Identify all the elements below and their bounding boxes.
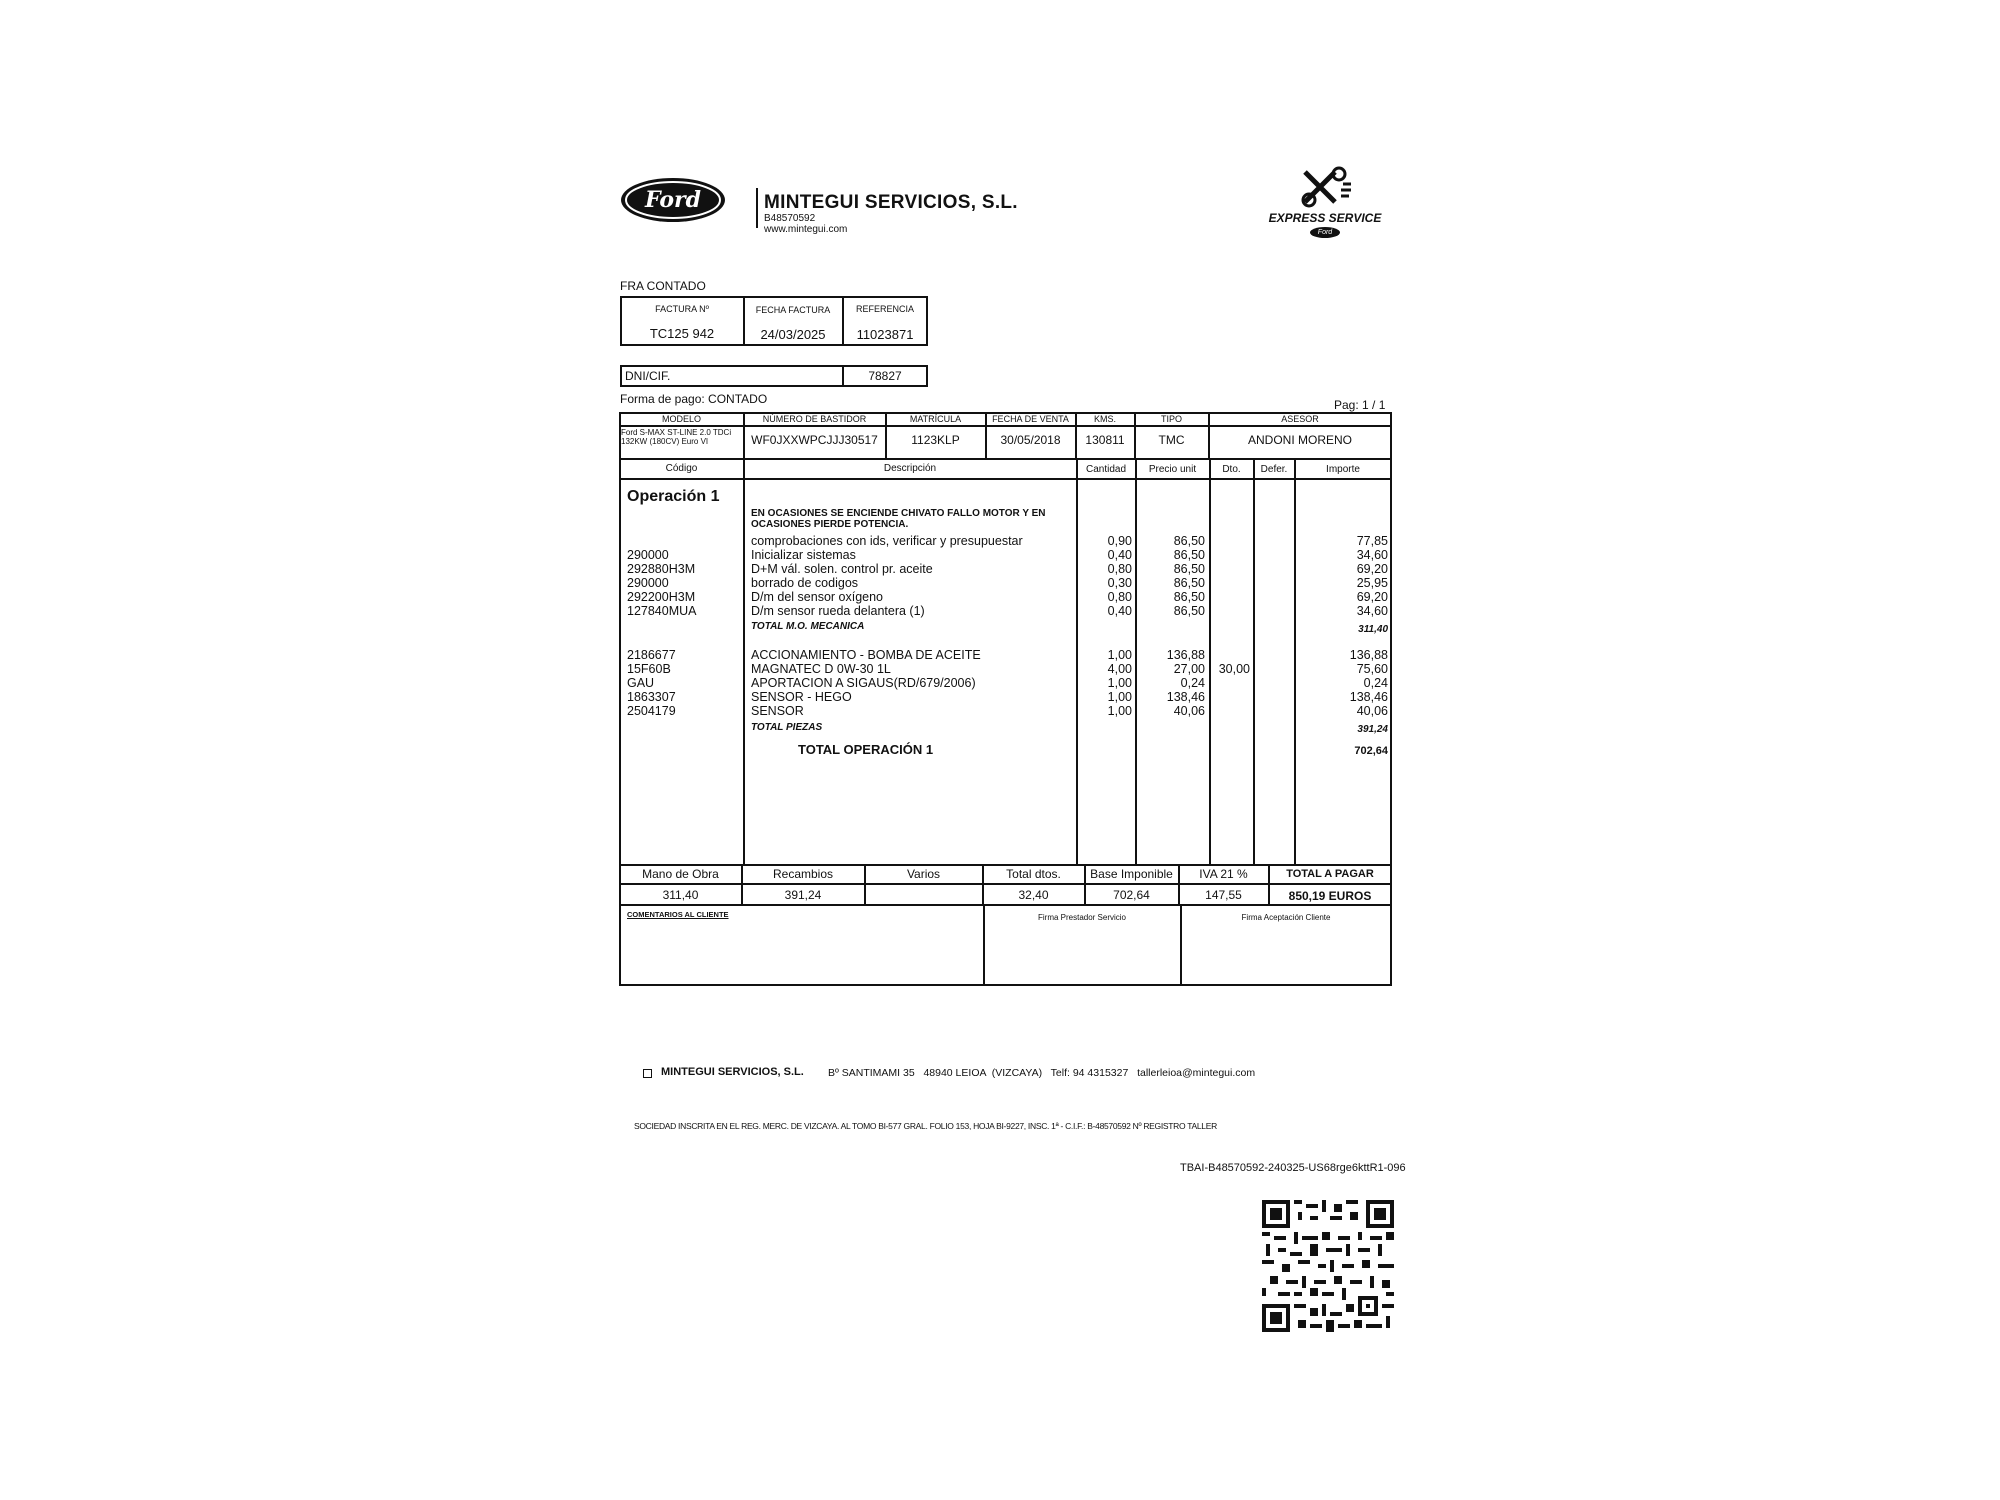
parts-value: 391,24 xyxy=(784,888,822,902)
invoice-reference: 11023871 xyxy=(856,327,914,342)
operation-total: 702,64 xyxy=(1354,745,1388,757)
parts-total: 391,24 xyxy=(1357,724,1388,735)
wrench-icon xyxy=(1295,166,1355,208)
parts-codes: 2186677 15F60B GAU 1863307 2504179 xyxy=(627,648,676,718)
provider-signature-label: Firma Prestador Servicio xyxy=(1037,913,1127,922)
parts-descriptions: ACCIONAMIENTO - BOMBA DE ACEITE MAGNATEC D 0W-30 1L APORTACION A SIGAUS(RD/679/2006) SENSOR - HEGO SENSOR xyxy=(751,648,981,718)
kms-header: KMS. xyxy=(1093,414,1116,424)
footer-address: Bº SANTIMAMI 35 48940 LEIOA (VIZCAYA) Telf: 94 4315327 tallerleioa@mintegui.com xyxy=(828,1067,1256,1079)
invoice-reference-label: REFERENCIA xyxy=(855,304,914,314)
invoice-number: TC125 942 xyxy=(649,326,715,341)
discount-header: Dto. xyxy=(1222,464,1241,475)
tax-base-header: Base Imponible xyxy=(1090,867,1173,881)
total-discounts-value: 32,40 xyxy=(1018,888,1049,902)
company-name: MINTEGUI SERVICIOS, S.L. xyxy=(764,192,1018,213)
express-service-logo xyxy=(1258,166,1392,238)
parts-quantities: 1,00 4,00 1,00 1,00 1,00 xyxy=(1107,648,1132,718)
operation-total-label: TOTAL OPERACIÓN 1 xyxy=(798,742,934,757)
labor-codes: 290000 292880H3M 290000 292200H3M 127840MUA xyxy=(627,548,697,618)
company-web: www.mintegui.com xyxy=(764,224,848,235)
plate-header: MATRÍCULA xyxy=(909,414,962,424)
vat-header: IVA 21 % xyxy=(1199,867,1248,881)
advisor-header: ASESOR xyxy=(1281,414,1319,424)
labor-total-label: TOTAL M.O. MECANICA xyxy=(751,621,865,632)
labor-value: 311,40 xyxy=(662,888,699,902)
parts-amounts: 136,88 75,60 0,24 138,46 40,06 xyxy=(1349,648,1388,718)
divider xyxy=(620,478,1391,480)
invoice-number-label: FACTURA Nº xyxy=(655,304,709,314)
total-to-pay-header: TOTAL A PAGAR xyxy=(1286,868,1374,880)
tbai-code: TBAI-B48570592-240325-US68rge6kttR1-096 xyxy=(1180,1162,1406,1174)
express-service-text: EXPRESS SERVICE xyxy=(1268,211,1382,225)
parts-total-label: TOTAL PIEZAS xyxy=(751,722,823,733)
labor-amounts: 77,85 34,60 69,20 25,95 69,20 34,60 xyxy=(1356,534,1388,618)
quantity-header: Cantidad xyxy=(1085,464,1127,475)
dni-value: 78827 xyxy=(868,369,902,383)
ford-logo xyxy=(620,176,726,229)
vehicle-sale-date: 30/05/2018 xyxy=(1000,433,1061,447)
footer-company: MINTEGUI SERVICIOS, S.L. xyxy=(661,1066,804,1078)
parts-unit-prices: 136,88 27,00 0,24 138,46 40,06 xyxy=(1166,648,1205,718)
parts-discounts: 30,00 xyxy=(1218,662,1250,676)
tax-base-value: 702,64 xyxy=(1113,888,1150,902)
parts-header: Recambios xyxy=(772,867,834,881)
vehicle-kms: 130811 xyxy=(1085,433,1125,447)
dni-label: DNI/CIF. xyxy=(625,369,671,383)
labor-descriptions: comprobaciones con ids, verificar y presupuestar Inicializar sistemas D+M vál. solen. control pr. aceite borrado de codigos D/m del sensor oxígeno D/m sensor rueda delantera (1) xyxy=(751,534,1023,618)
divider xyxy=(620,883,1391,885)
labor-header: Mano de Obra xyxy=(642,867,719,881)
invoice-date-label: FECHA FACTURA xyxy=(755,305,831,315)
svg-text:Ford: Ford xyxy=(644,187,702,213)
labor-unit-prices: 86,50 86,50 86,50 86,50 86,50 86,50 xyxy=(1173,534,1205,618)
amount-header: Importe xyxy=(1326,464,1360,475)
client-signature-label: Firma Aceptación Cliente xyxy=(1241,913,1331,922)
header-divider xyxy=(756,188,758,228)
type-header: TIPO xyxy=(1160,414,1182,424)
invoice-date: 24/03/2025 xyxy=(760,327,826,342)
deferred-header: Defer. xyxy=(1260,464,1288,475)
labor-total: 311,40 xyxy=(1358,624,1388,635)
vehicle-advisor: ANDONI MORENO xyxy=(1247,433,1352,447)
sale-date-header: FECHA DE VENTA xyxy=(992,414,1069,424)
payment-method: Forma de pago: CONTADO xyxy=(620,392,768,406)
labor-quantities: 0,90 0,40 0,80 0,30 0,80 0,40 xyxy=(1107,534,1132,618)
unit-price-header: Precio unit xyxy=(1148,464,1197,475)
footer-legal: SOCIEDAD INSCRITA EN EL REG. MERC. DE VIZCAYA. AL TOMO BI-577 GRAL. FOLIO 153, HOJA BI-9227, INSC. 1ª - C.I.F.: B-48570592 Nº REGISTRO TALLER xyxy=(634,1121,1217,1131)
description-header: Descripción xyxy=(883,463,937,474)
qr-code-icon xyxy=(1262,1200,1394,1337)
company-cif: B48570592 xyxy=(764,213,816,224)
misc-header: Varios xyxy=(906,867,941,881)
operation-title: Operación 1 xyxy=(627,488,720,505)
operation-complaint: EN OCASIONES SE ENCIENDE CHIVATO FALLO MOTOR Y EN OCASIONES PIERDE POTENCIA. xyxy=(751,508,1046,530)
vehicle-plate: 1123KLP xyxy=(911,433,960,447)
vehicle-type: TMC xyxy=(1158,433,1185,447)
divider xyxy=(620,425,1391,427)
vehicle-model: Ford S-MAX ST-LINE 2.0 TDCi 132KW (180CV) Euro VI xyxy=(621,428,732,446)
divider xyxy=(1253,459,1255,865)
divider xyxy=(743,459,745,865)
code-header: Código xyxy=(665,463,698,474)
comments-label: COMENTARIOS AL CLIENTE xyxy=(627,910,729,919)
checkbox-icon xyxy=(643,1069,652,1078)
vehicle-chassis: WF0JXXWPCJJJ30517 xyxy=(751,433,878,447)
total-discounts-header: Total dtos. xyxy=(1006,867,1061,881)
total-to-pay-value: 850,19 EUROS xyxy=(1288,889,1372,903)
vat-value: 147,55 xyxy=(1205,888,1242,902)
invoice-type: FRA CONTADO xyxy=(620,279,706,293)
page-number: Pag: 1 / 1 xyxy=(1334,398,1386,412)
model-header: MODELO xyxy=(661,414,701,424)
chassis-header: NÚMERO DE BASTIDOR xyxy=(762,414,867,424)
ford-badge: Ford xyxy=(1310,227,1340,238)
